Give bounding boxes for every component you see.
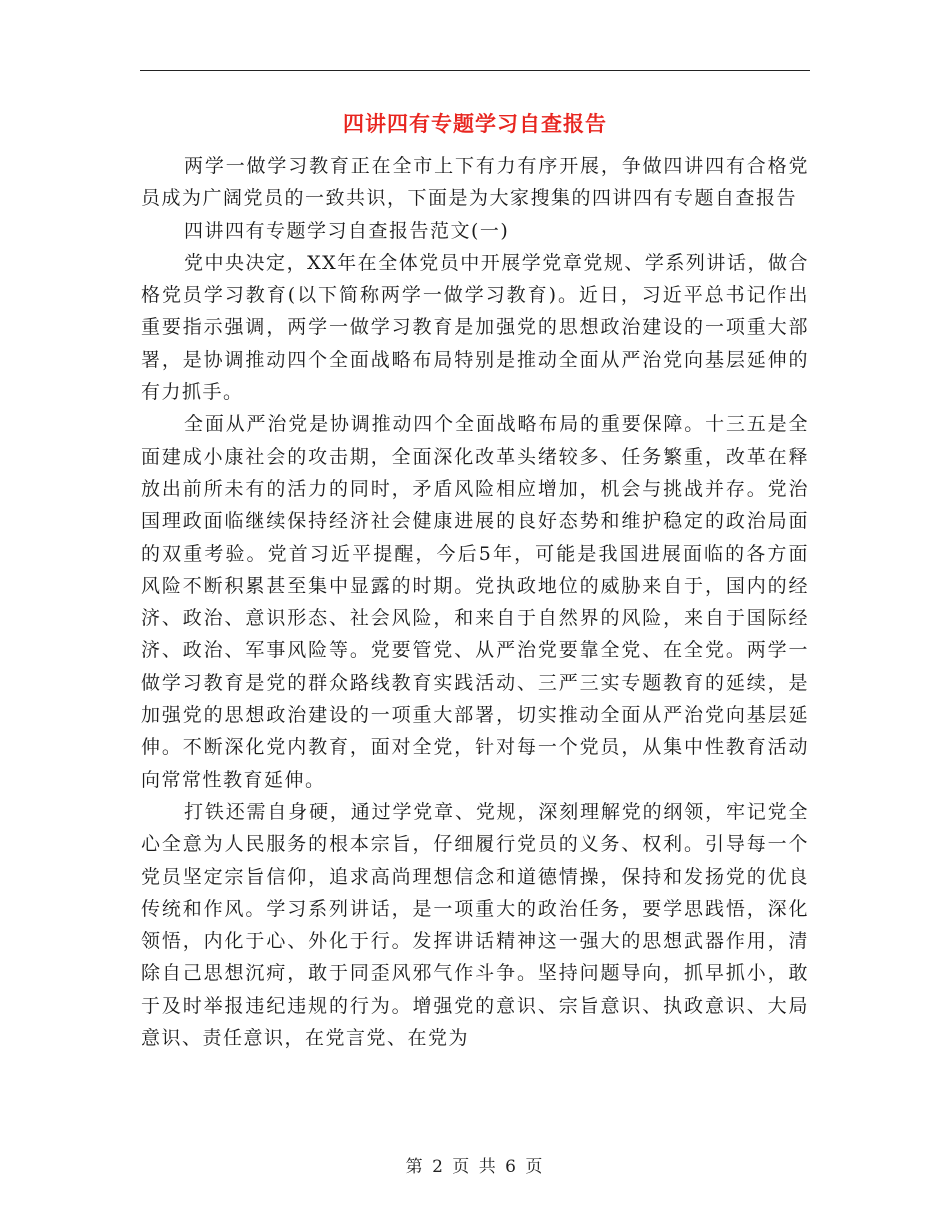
body-paragraph: 全面从严治党是协调推动四个全面战略布局的重要保障。十三五是全面建成小康社会的攻击期，全面深化改革头绪较多、任务繁重，改革在释放出前所未有的活力的同时，矛盾风险相应增加，机会与挑战并存。党治国理政面临继续保持经济社会健康进展的良好态势和维护稳定的政治局面的双重考验。党首习近平提醒，今后5年，可能是我国进展面临的各方面风险不断积累甚至集中显露的时期。党执政地位的威胁来自于，国内的经济、政治、意识形态、社会风险，和来自于自然界的风险，来自于国际经济、政治、军事风险等。党要管党、从严治党要靠全党、在全党。两学一做学习教育是党的群众路线教育实践活动、三严三实专题教育的延续，是加强党的思想政治建设的一项重大部署，切实推动全面从严治党向基层延伸。不断深化党内教育，面对全党，针对每一个党员，从集中性教育活动向常常性教育延伸。 — [141, 413, 809, 791]
body-paragraph: 党中央决定，XX年在全体党员中开展学党章党规、学系列讲话，做合格党员学习教育(以下简称两学一做学习教育)。近日，习近平总书记作出重要指示强调，两学一做学习教育是加强党的思想政治建设的一项重大部署，是协调推动四个全面战略布局特别是推动全面从严治党向基层延伸的有力抓手。 — [141, 251, 809, 404]
body-paragraph: 打铁还需自身硬，通过学党章、党规，深刻理解党的纲领，牢记党全心全意为人民服务的根本宗旨，仔细履行党员的义务、权利。引导每一个党员坚定宗旨信仰，追求高尚理想信念和道德情操，保持和发扬党的优良传统和作风。学习系列讲话，是一项重大的政治任务，要学思践悟，深化领悟，内化于心、外化于行。发挥讲话精神这一强大的思想武器作用，清除自己思想沉疴，敢于同歪风邪气作斗争。坚持问题导向，抓早抓小，敢于及时举报违纪违规的行为。增强党的意识、宗旨意识、执政意识、大局意识、责任意识，在党言党、在党为 — [141, 800, 809, 1050]
page-number-footer: 第 2 页 共 6 页 — [405, 1157, 545, 1177]
document-body — [141, 150, 809, 1054]
header-rule — [140, 70, 810, 71]
intro-paragraph: 两学一做学习教育正在全市上下有力有序开展，争做四讲四有合格党员成为广阔党员的一致共识，下面是为大家搜集的四讲四有专题自查报告 — [141, 155, 809, 210]
document-title: 四讲四有专题学习自查报告 — [343, 112, 607, 136]
section-heading: 四讲四有专题学习自查报告范文(一) — [184, 219, 510, 242]
